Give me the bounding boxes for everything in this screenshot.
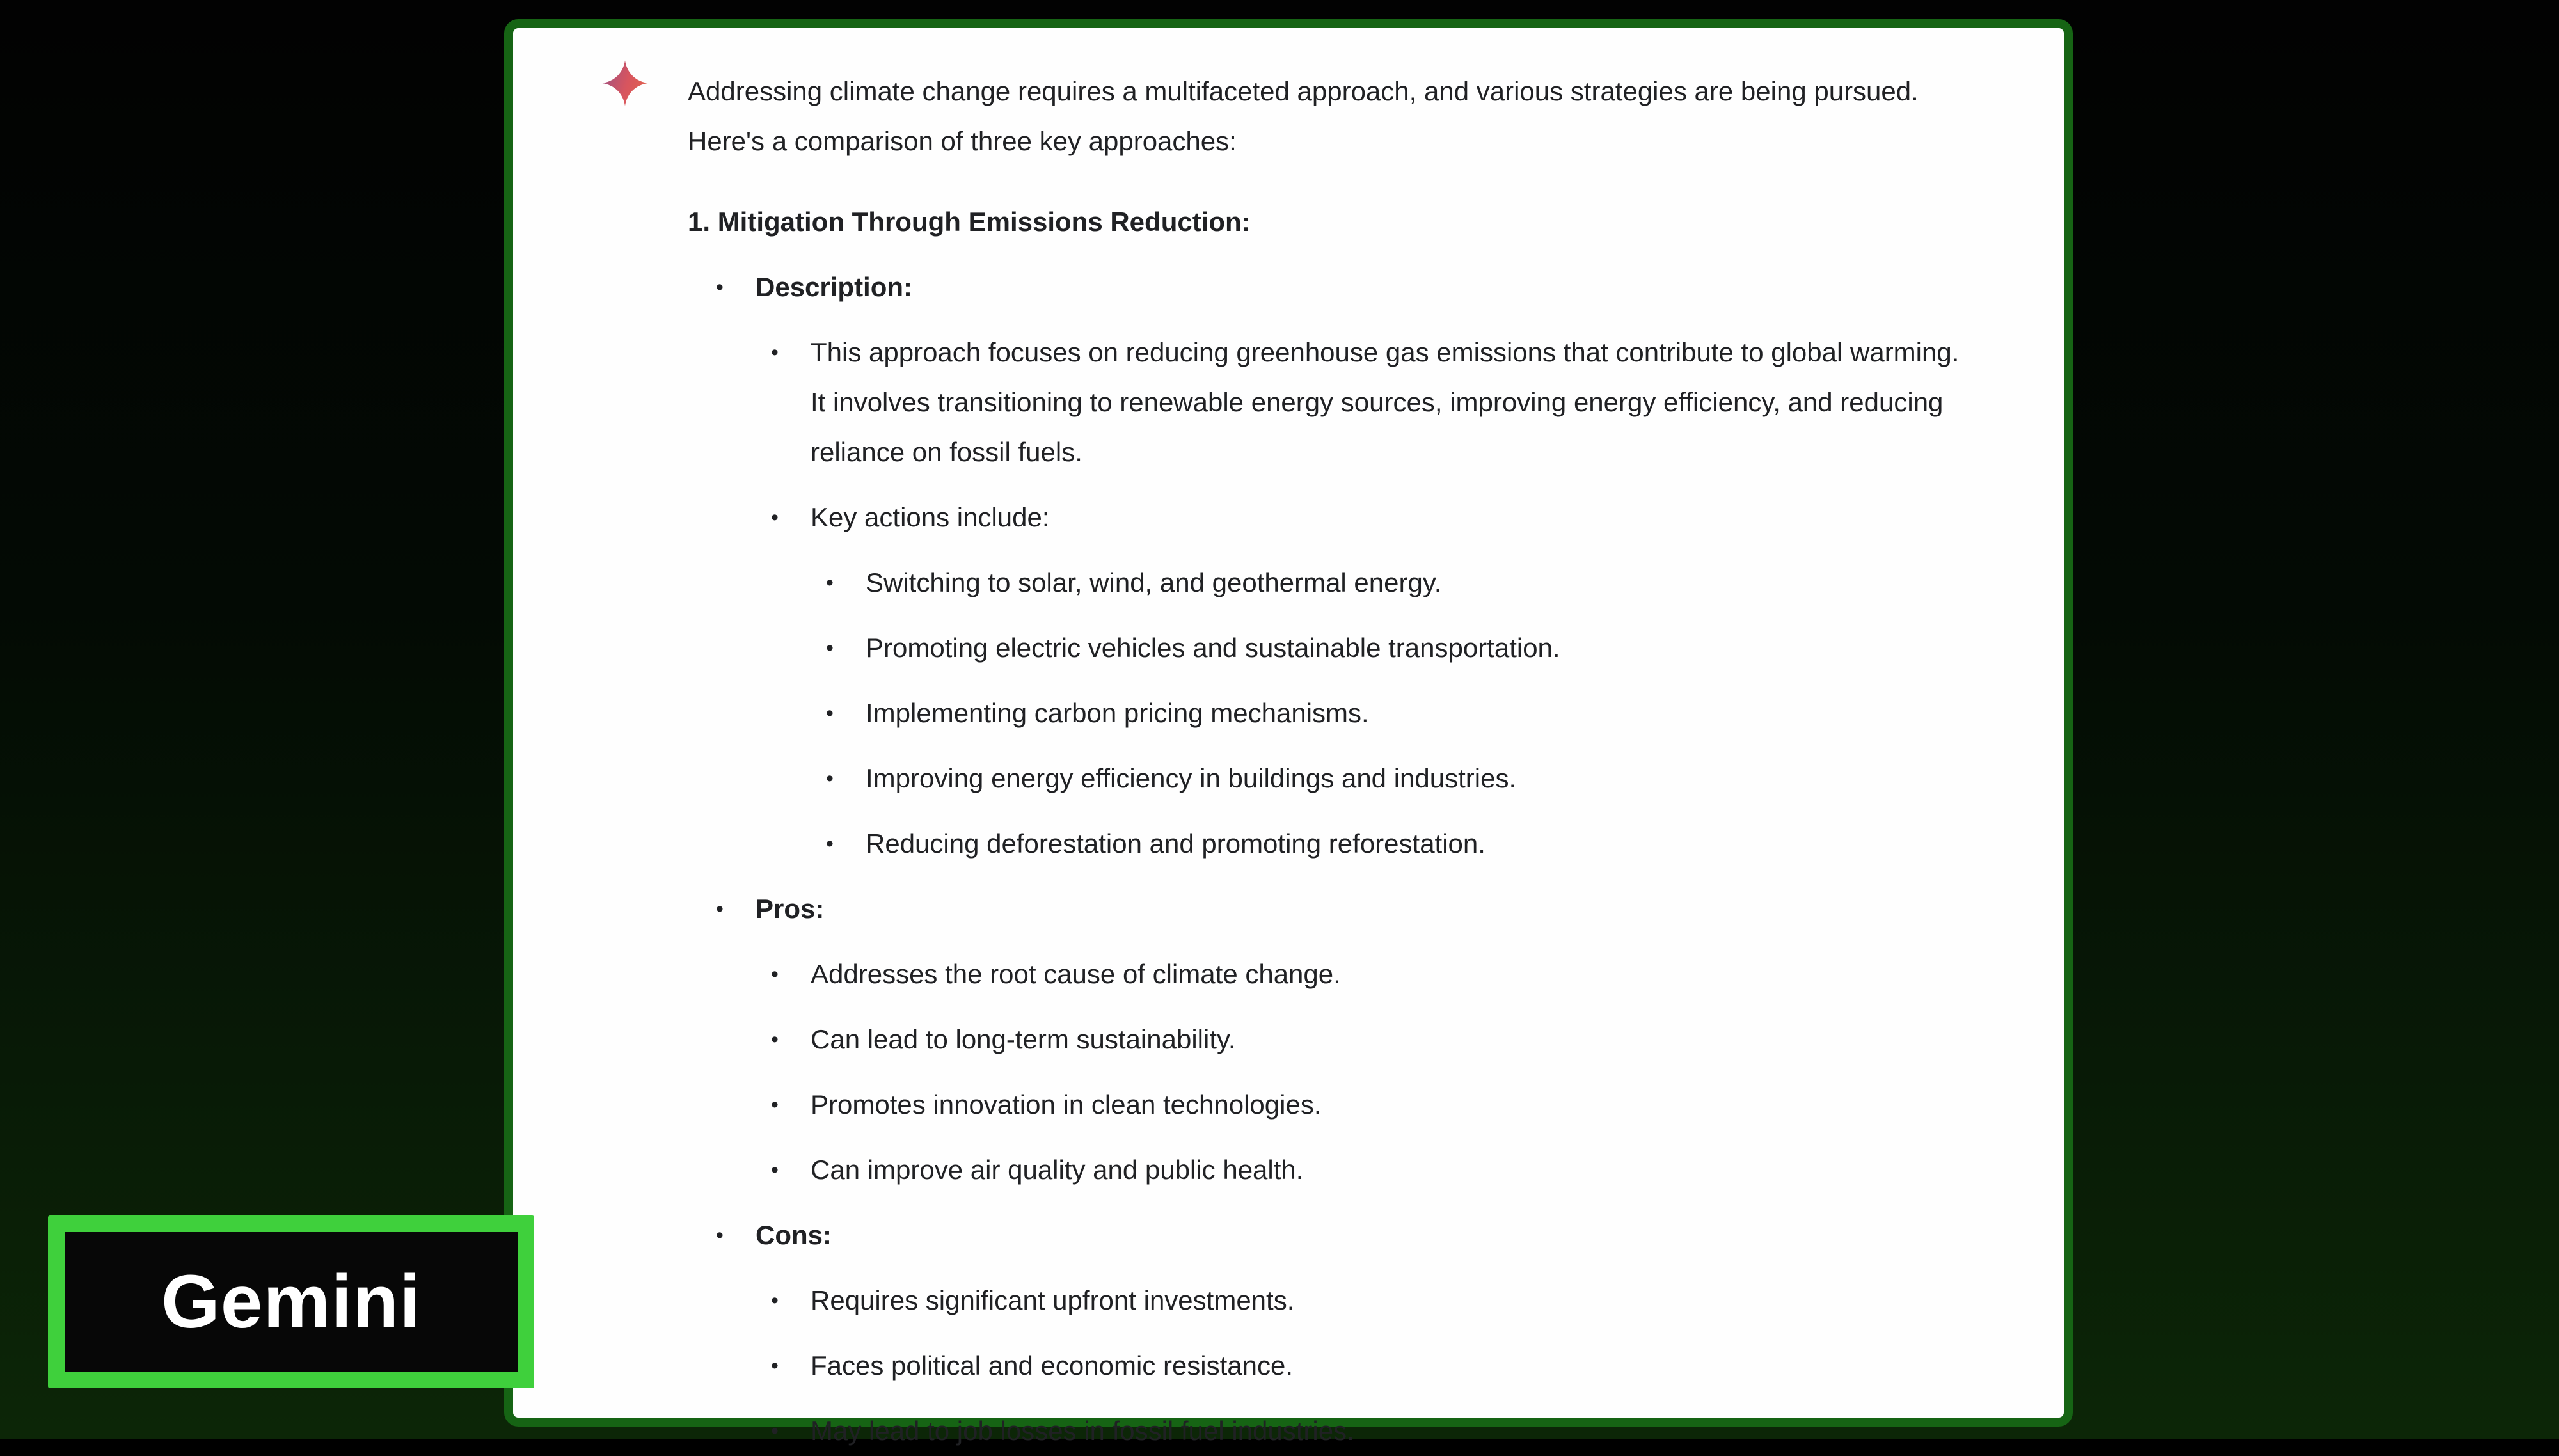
list-item-label: Description: bbox=[756, 272, 913, 302]
gemini-badge bbox=[48, 1215, 534, 1388]
bullet-list bbox=[688, 262, 1974, 1456]
response-intro-text: Addressing climate change requires a multifaceted approach, and various strategies are being pursued. Here's a comparison of three key approaches: bbox=[688, 76, 1919, 156]
section-heading: 1. Mitigation Through Emissions Reduction: bbox=[688, 207, 1251, 237]
list-item: • Requires significant upfront investments. bbox=[811, 1276, 1974, 1325]
list-item: • This approach focuses on reducing greenhouse gas emissions that contribute to global warming. It involves transitioning to renewable energy sources, improving energy efficiency, and reducing reliance on fossil fuels. bbox=[811, 328, 1974, 477]
list-item bbox=[811, 493, 1974, 869]
list-item: • Switching to solar, wind, and geothermal energy. bbox=[866, 558, 1974, 608]
list-item bbox=[756, 1210, 1974, 1456]
list-item: • Faces political and economic resistance. bbox=[811, 1341, 1974, 1391]
gemini-badge-label: Gemini bbox=[161, 1260, 421, 1344]
gemini-response bbox=[688, 67, 1974, 1456]
list-item-label: Key actions include: bbox=[811, 502, 1050, 532]
list-item: • Implementing carbon pricing mechanisms. bbox=[866, 688, 1974, 738]
bullet-list bbox=[811, 558, 1974, 869]
bullet-list bbox=[756, 328, 1974, 869]
list-item: • Promoting electric vehicles and sustainable transportation. bbox=[866, 623, 1974, 673]
response-panel bbox=[504, 19, 2073, 1446]
list-item: • Improving energy efficiency in buildings and industries. bbox=[866, 754, 1974, 803]
list-item: • Promotes innovation in clean technologies. bbox=[811, 1080, 1974, 1130]
list-item: • Can lead to long-term sustainability. bbox=[811, 1015, 1974, 1064]
list-item: • Can improve air quality and public health. bbox=[811, 1145, 1974, 1195]
list-item-label: Cons: bbox=[756, 1220, 832, 1250]
list-item: • Reducing deforestation and promoting reforestation. bbox=[866, 819, 1974, 869]
list-item bbox=[756, 884, 1974, 1195]
list-item-cutoff: • May lead to job losses in fossil fuel industries. bbox=[811, 1406, 1974, 1456]
bullet-list bbox=[756, 1276, 1974, 1456]
bullet-list bbox=[756, 949, 1974, 1195]
gemini-sparkle-icon bbox=[601, 58, 649, 109]
list-item bbox=[756, 262, 1974, 869]
list-item: • Addresses the root cause of climate change. bbox=[811, 949, 1974, 999]
list-item-label: Pros: bbox=[756, 894, 825, 924]
